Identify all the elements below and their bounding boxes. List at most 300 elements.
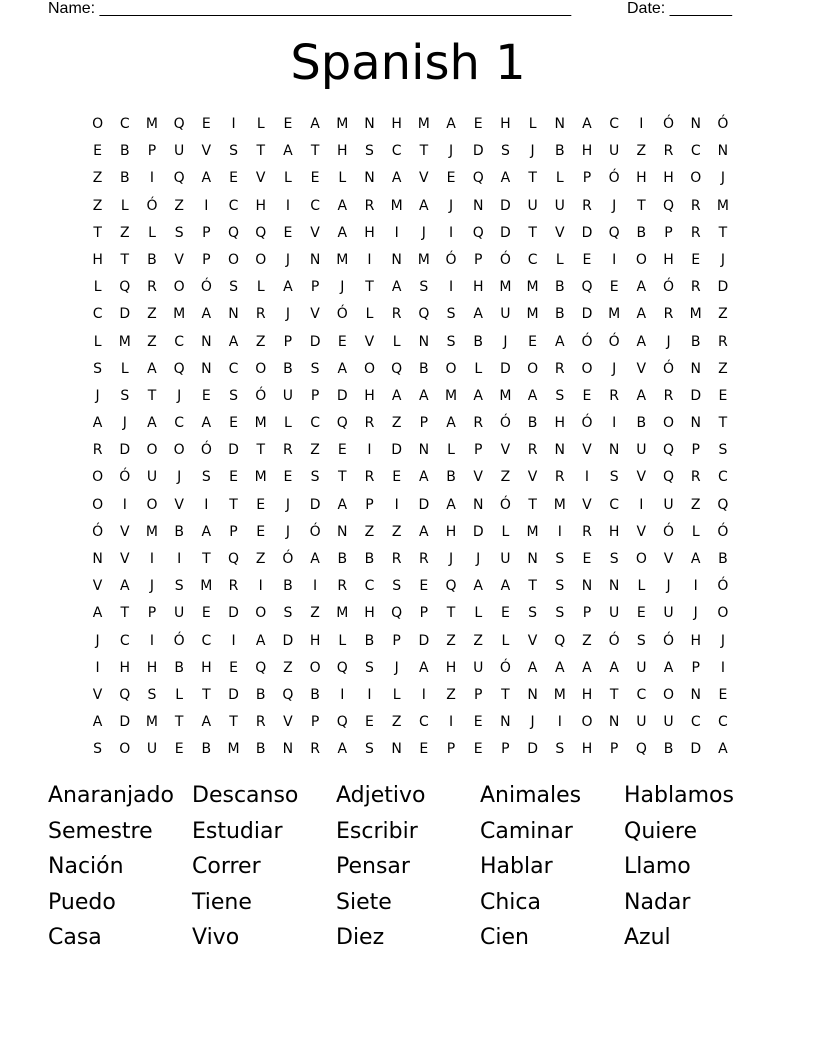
grid-letter[interactable]: L: [392, 333, 401, 350]
grid-letter[interactable]: N: [228, 306, 239, 323]
grid-letter[interactable]: T: [528, 578, 537, 595]
grid-letter[interactable]: B: [690, 333, 701, 350]
grid-letter[interactable]: S: [147, 686, 157, 703]
grid-letter[interactable]: B: [364, 632, 375, 649]
grid-letter[interactable]: T: [174, 714, 184, 731]
grid-letter[interactable]: M: [254, 469, 267, 486]
grid-letter[interactable]: T: [202, 686, 211, 703]
grid-letter[interactable]: Q: [663, 442, 675, 459]
grid-letter[interactable]: H: [364, 387, 375, 404]
grid-letter[interactable]: Z: [119, 224, 130, 241]
grid-letter[interactable]: V: [419, 170, 429, 187]
grid-letter[interactable]: A: [201, 306, 212, 323]
grid-letter[interactable]: Ó: [255, 387, 267, 404]
grid-letter[interactable]: A: [119, 578, 130, 595]
grid-letter[interactable]: C: [174, 415, 185, 432]
grid-letter[interactable]: B: [473, 333, 484, 350]
grid-letter[interactable]: U: [636, 714, 647, 731]
grid-letter[interactable]: I: [231, 116, 236, 132]
grid-letter[interactable]: M: [145, 523, 159, 540]
grid-letter[interactable]: O: [255, 605, 267, 622]
grid-letter[interactable]: E: [718, 686, 728, 703]
grid-letter[interactable]: A: [391, 387, 402, 404]
grid-letter[interactable]: E: [201, 116, 211, 132]
grid-letter[interactable]: U: [527, 197, 538, 214]
grid-letter[interactable]: O: [146, 442, 158, 459]
grid-letter[interactable]: C: [119, 116, 130, 132]
grid-letter[interactable]: J: [530, 714, 535, 731]
grid-letter[interactable]: A: [582, 659, 592, 676]
grid-letter[interactable]: M: [173, 306, 186, 323]
grid-letter[interactable]: R: [663, 387, 674, 404]
grid-letter[interactable]: P: [473, 251, 483, 268]
grid-letter[interactable]: E: [201, 605, 211, 622]
grid-letter[interactable]: C: [690, 143, 701, 160]
grid-letter[interactable]: R: [554, 360, 565, 377]
grid-letter[interactable]: Q: [663, 469, 675, 486]
grid-letter[interactable]: A: [663, 659, 674, 676]
grid-letter[interactable]: V: [663, 551, 674, 567]
grid-letter[interactable]: N: [581, 578, 593, 595]
grid-letter[interactable]: J: [421, 224, 426, 241]
grid-letter[interactable]: D: [119, 306, 131, 323]
grid-letter[interactable]: S: [229, 387, 238, 404]
grid-letter[interactable]: N: [472, 197, 484, 214]
grid-letter[interactable]: D: [309, 496, 321, 513]
grid-letter[interactable]: Q: [391, 605, 403, 622]
grid-letter[interactable]: Ó: [717, 523, 729, 540]
grid-letter[interactable]: Ó: [336, 306, 348, 323]
grid-letter[interactable]: S: [609, 551, 619, 567]
grid-letter[interactable]: E: [473, 116, 483, 132]
grid-letter[interactable]: Z: [582, 632, 592, 649]
grid-letter[interactable]: A: [636, 306, 647, 323]
grid-letter[interactable]: L: [93, 333, 102, 350]
grid-letter[interactable]: B: [554, 306, 565, 323]
grid-letter[interactable]: A: [92, 605, 103, 622]
grid-letter[interactable]: V: [582, 496, 592, 513]
grid-letter[interactable]: R: [310, 741, 320, 758]
grid-letter[interactable]: A: [391, 170, 402, 187]
grid-letter[interactable]: O: [635, 551, 647, 567]
grid-letter[interactable]: L: [555, 170, 564, 187]
grid-letter[interactable]: T: [501, 686, 510, 703]
grid-letter[interactable]: T: [528, 224, 537, 241]
grid-letter[interactable]: I: [177, 551, 182, 567]
grid-letter[interactable]: T: [147, 387, 157, 404]
grid-letter[interactable]: E: [283, 469, 293, 486]
grid-letter[interactable]: R: [473, 415, 484, 432]
grid-letter[interactable]: Z: [364, 523, 375, 540]
grid-letter[interactable]: V: [473, 469, 483, 486]
grid-letter[interactable]: Z: [391, 415, 402, 432]
grid-letter[interactable]: O: [92, 116, 104, 132]
grid-letter[interactable]: B: [119, 143, 130, 160]
grid-letter[interactable]: V: [527, 632, 538, 649]
grid-letter[interactable]: T: [202, 551, 211, 567]
grid-letter[interactable]: A: [636, 333, 647, 350]
grid-letter[interactable]: L: [148, 224, 156, 241]
grid-letter[interactable]: A: [201, 714, 212, 731]
grid-letter[interactable]: Q: [635, 741, 647, 758]
grid-letter[interactable]: Ó: [499, 496, 511, 513]
grid-letter[interactable]: T: [229, 496, 238, 513]
grid-letter[interactable]: N: [554, 116, 566, 132]
grid-letter[interactable]: B: [174, 523, 184, 540]
grid-letter[interactable]: I: [313, 578, 318, 595]
grid-letter[interactable]: N: [554, 442, 566, 459]
grid-letter[interactable]: I: [95, 659, 100, 676]
grid-letter[interactable]: N: [608, 578, 620, 595]
grid-letter[interactable]: N: [418, 442, 430, 459]
grid-letter[interactable]: D: [581, 306, 593, 323]
grid-letter[interactable]: I: [149, 551, 155, 567]
grid-letter[interactable]: P: [691, 659, 700, 676]
grid-letter[interactable]: P: [501, 741, 510, 758]
grid-letter[interactable]: R: [609, 387, 620, 404]
grid-letter[interactable]: E: [283, 224, 293, 241]
grid-letter[interactable]: S: [365, 659, 374, 676]
grid-letter[interactable]: N: [418, 333, 430, 350]
grid-letter[interactable]: I: [285, 197, 290, 214]
grid-letter[interactable]: O: [717, 605, 729, 622]
grid-letter[interactable]: D: [500, 360, 511, 377]
grid-letter[interactable]: S: [283, 605, 293, 622]
grid-letter[interactable]: M: [118, 333, 131, 350]
grid-letter[interactable]: Q: [445, 578, 457, 595]
grid-letter[interactable]: H: [663, 170, 674, 187]
grid-letter[interactable]: M: [608, 306, 621, 323]
grid-letter[interactable]: T: [338, 469, 347, 486]
grid-letter[interactable]: M: [145, 116, 159, 132]
grid-letter[interactable]: S: [555, 551, 565, 567]
grid-letter[interactable]: E: [473, 741, 483, 758]
grid-letter[interactable]: E: [419, 741, 429, 758]
grid-letter[interactable]: N: [364, 116, 375, 132]
grid-letter[interactable]: A: [310, 116, 320, 132]
grid-letter[interactable]: E: [691, 251, 701, 268]
grid-letter[interactable]: Z: [147, 333, 157, 350]
grid-letter[interactable]: B: [636, 415, 647, 432]
grid-letter[interactable]: P: [473, 686, 483, 703]
grid-letter[interactable]: M: [200, 578, 213, 595]
grid-letter[interactable]: I: [204, 197, 209, 214]
grid-letter[interactable]: N: [608, 442, 620, 459]
grid-letter[interactable]: J: [503, 333, 508, 350]
grid-letter[interactable]: R: [147, 279, 157, 296]
grid-letter[interactable]: T: [229, 714, 238, 731]
grid-letter[interactable]: H: [690, 632, 701, 649]
grid-letter[interactable]: Q: [336, 415, 348, 432]
grid-letter[interactable]: T: [365, 279, 374, 296]
grid-letter[interactable]: B: [283, 578, 293, 595]
grid-letter[interactable]: M: [499, 387, 512, 404]
grid-letter[interactable]: T: [256, 143, 265, 160]
grid-letter[interactable]: N: [364, 170, 375, 187]
grid-letter[interactable]: S: [310, 469, 320, 486]
grid-letter[interactable]: L: [256, 279, 265, 296]
grid-letter[interactable]: D: [119, 442, 131, 459]
grid-letter[interactable]: J: [720, 632, 725, 649]
grid-letter[interactable]: A: [147, 360, 157, 377]
grid-letter[interactable]: N: [527, 551, 538, 567]
grid-letter[interactable]: E: [229, 469, 238, 486]
grid-letter[interactable]: Ó: [663, 279, 675, 296]
grid-letter[interactable]: Ó: [581, 415, 593, 432]
grid-letter[interactable]: L: [528, 116, 537, 132]
grid-letter[interactable]: V: [201, 143, 212, 160]
grid-letter[interactable]: U: [500, 306, 511, 323]
grid-letter[interactable]: S: [93, 741, 103, 758]
grid-letter[interactable]: J: [720, 170, 725, 187]
grid-letter[interactable]: P: [582, 605, 592, 622]
grid-letter[interactable]: Q: [608, 224, 620, 241]
grid-letter[interactable]: V: [310, 224, 320, 241]
grid-letter[interactable]: A: [690, 551, 701, 567]
grid-letter[interactable]: J: [612, 360, 617, 377]
grid-letter[interactable]: I: [612, 415, 617, 432]
grid-letter[interactable]: M: [336, 116, 349, 132]
grid-letter[interactable]: S: [555, 387, 565, 404]
grid-letter[interactable]: L: [392, 686, 401, 703]
grid-letter[interactable]: D: [336, 387, 348, 404]
grid-letter[interactable]: A: [337, 197, 348, 214]
grid-letter[interactable]: S: [174, 578, 184, 595]
grid-letter[interactable]: A: [419, 523, 429, 540]
grid-letter[interactable]: A: [147, 415, 157, 432]
grid-letter[interactable]: A: [527, 659, 538, 676]
grid-letter[interactable]: E: [718, 387, 728, 404]
grid-letter[interactable]: B: [636, 224, 647, 241]
grid-letter[interactable]: A: [473, 387, 483, 404]
grid-letter[interactable]: L: [501, 523, 510, 540]
grid-letter[interactable]: C: [228, 360, 239, 377]
grid-letter[interactable]: Ó: [119, 469, 131, 486]
grid-letter[interactable]: B: [364, 551, 375, 567]
grid-letter[interactable]: E: [256, 496, 266, 513]
grid-letter[interactable]: R: [582, 197, 592, 214]
grid-letter[interactable]: S: [174, 224, 184, 241]
grid-letter[interactable]: Q: [173, 116, 185, 132]
grid-letter[interactable]: B: [554, 279, 565, 296]
name-field[interactable]: Name: _____________________________________________________: [48, 0, 572, 17]
grid-letter[interactable]: H: [636, 170, 647, 187]
grid-letter[interactable]: I: [149, 632, 155, 649]
grid-letter[interactable]: L: [93, 279, 102, 296]
grid-letter[interactable]: Z: [310, 442, 320, 459]
grid-letter[interactable]: N: [391, 741, 402, 758]
grid-letter[interactable]: S: [446, 306, 456, 323]
grid-letter[interactable]: D: [690, 741, 702, 758]
grid-letter[interactable]: Q: [581, 279, 593, 296]
grid-letter[interactable]: A: [500, 578, 511, 595]
grid-letter[interactable]: Q: [282, 686, 294, 703]
grid-letter[interactable]: H: [337, 143, 348, 160]
grid-letter[interactable]: I: [394, 496, 399, 513]
grid-letter[interactable]: M: [417, 116, 430, 132]
grid-letter[interactable]: Ó: [608, 170, 620, 187]
grid-letter[interactable]: P: [609, 741, 619, 758]
grid-letter[interactable]: Z: [718, 306, 728, 323]
grid-letter[interactable]: R: [554, 469, 565, 486]
grid-letter[interactable]: A: [283, 143, 293, 160]
grid-letter[interactable]: L: [338, 632, 347, 649]
grid-letter[interactable]: B: [446, 469, 456, 486]
grid-letter[interactable]: A: [201, 523, 212, 540]
grid-letter[interactable]: T: [718, 415, 728, 432]
grid-letter[interactable]: O: [663, 415, 675, 432]
grid-letter[interactable]: S: [120, 387, 130, 404]
grid-letter[interactable]: J: [285, 306, 290, 323]
grid-letter[interactable]: S: [446, 333, 456, 350]
grid-letter[interactable]: A: [391, 279, 402, 296]
grid-letter[interactable]: Q: [255, 224, 267, 241]
grid-letter[interactable]: J: [122, 415, 127, 432]
grid-letter[interactable]: S: [365, 741, 374, 758]
grid-letter[interactable]: P: [310, 279, 320, 296]
grid-letter[interactable]: A: [419, 659, 429, 676]
grid-letter[interactable]: U: [663, 714, 674, 731]
grid-letter[interactable]: R: [690, 197, 701, 214]
grid-letter[interactable]: I: [448, 714, 454, 731]
grid-letter[interactable]: P: [473, 442, 483, 459]
grid-letter[interactable]: I: [367, 251, 372, 268]
grid-letter[interactable]: U: [663, 605, 674, 622]
grid-letter[interactable]: E: [201, 387, 211, 404]
grid-letter[interactable]: Ó: [663, 632, 675, 649]
grid-letter[interactable]: R: [690, 224, 701, 241]
grid-letter[interactable]: M: [390, 197, 403, 214]
grid-letter[interactable]: A: [337, 741, 348, 758]
grid-letter[interactable]: N: [690, 415, 701, 432]
grid-letter[interactable]: Q: [418, 306, 430, 323]
grid-letter[interactable]: J: [720, 251, 725, 268]
grid-letter[interactable]: J: [612, 197, 617, 214]
grid-letter[interactable]: A: [228, 333, 239, 350]
grid-letter[interactable]: E: [337, 442, 347, 459]
grid-letter[interactable]: Ó: [663, 360, 675, 377]
grid-letter[interactable]: V: [554, 224, 565, 241]
grid-letter[interactable]: C: [718, 469, 728, 486]
grid-letter[interactable]: B: [255, 686, 266, 703]
grid-letter[interactable]: Q: [554, 632, 566, 649]
grid-letter[interactable]: J: [285, 523, 290, 540]
grid-letter[interactable]: Z: [283, 659, 293, 676]
grid-letter[interactable]: E: [392, 469, 402, 486]
grid-letter[interactable]: Q: [391, 360, 403, 377]
grid-letter[interactable]: Ó: [92, 523, 104, 540]
grid-letter[interactable]: M: [499, 279, 512, 296]
grid-letter[interactable]: A: [337, 496, 348, 513]
grid-letter[interactable]: N: [690, 116, 701, 132]
grid-letter[interactable]: H: [500, 116, 511, 132]
grid-letter[interactable]: Z: [690, 496, 701, 513]
grid-letter[interactable]: A: [337, 224, 348, 241]
grid-letter[interactable]: H: [581, 686, 593, 703]
grid-letter[interactable]: E: [446, 170, 456, 187]
grid-letter[interactable]: Z: [174, 197, 184, 214]
grid-letter[interactable]: H: [663, 251, 674, 268]
grid-letter[interactable]: C: [391, 143, 402, 160]
grid-letter[interactable]: C: [609, 496, 620, 513]
grid-letter[interactable]: Z: [500, 469, 511, 486]
grid-letter[interactable]: R: [364, 197, 375, 214]
grid-letter[interactable]: I: [448, 279, 454, 296]
grid-letter[interactable]: Z: [391, 714, 402, 731]
grid-letter[interactable]: Ó: [608, 333, 620, 350]
grid-letter[interactable]: V: [310, 306, 320, 323]
grid-letter[interactable]: A: [636, 279, 647, 296]
grid-letter[interactable]: R: [418, 551, 429, 567]
grid-letter[interactable]: O: [173, 442, 185, 459]
grid-letter[interactable]: B: [174, 659, 184, 676]
grid-letter[interactable]: Z: [255, 551, 266, 567]
grid-letter[interactable]: H: [554, 415, 566, 432]
grid-letter[interactable]: E: [229, 170, 238, 187]
grid-letter[interactable]: N: [717, 143, 729, 160]
grid-letter[interactable]: J: [95, 387, 100, 404]
grid-letter[interactable]: S: [201, 469, 211, 486]
grid-letter[interactable]: H: [608, 523, 620, 540]
grid-letter[interactable]: M: [145, 714, 159, 731]
grid-letter[interactable]: N: [690, 360, 701, 377]
grid-letter[interactable]: A: [636, 387, 647, 404]
grid-letter[interactable]: U: [663, 496, 674, 513]
grid-letter[interactable]: S: [555, 741, 565, 758]
grid-letter[interactable]: L: [637, 578, 646, 595]
grid-letter[interactable]: T: [609, 686, 619, 703]
grid-letter[interactable]: J: [693, 605, 698, 622]
grid-letter[interactable]: B: [337, 551, 348, 567]
grid-letter[interactable]: J: [285, 496, 290, 513]
grid-letter[interactable]: C: [174, 333, 185, 350]
grid-letter[interactable]: J: [666, 333, 671, 350]
grid-letter[interactable]: I: [258, 578, 263, 595]
grid-letter[interactable]: J: [448, 143, 454, 160]
grid-letter[interactable]: Ó: [173, 632, 185, 649]
grid-letter[interactable]: C: [201, 632, 212, 649]
grid-letter[interactable]: O: [581, 714, 593, 731]
grid-letter[interactable]: M: [227, 741, 240, 758]
grid-letter[interactable]: Q: [228, 224, 240, 241]
grid-letter[interactable]: H: [581, 143, 593, 160]
grid-letter[interactable]: V: [92, 578, 103, 595]
grid-letter[interactable]: J: [285, 251, 290, 268]
grid-letter[interactable]: L: [256, 116, 265, 132]
grid-letter[interactable]: Ó: [717, 578, 729, 595]
grid-letter[interactable]: A: [419, 387, 429, 404]
grid-letter[interactable]: T: [528, 496, 537, 513]
grid-letter[interactable]: D: [717, 279, 729, 296]
grid-letter[interactable]: O: [255, 251, 267, 268]
grid-letter[interactable]: I: [639, 496, 644, 513]
grid-letter[interactable]: I: [557, 523, 562, 540]
grid-letter[interactable]: R: [391, 306, 402, 323]
grid-letter[interactable]: L: [555, 251, 564, 268]
grid-letter[interactable]: N: [690, 686, 701, 703]
grid-letter[interactable]: A: [582, 116, 592, 132]
grid-letter[interactable]: D: [500, 224, 511, 241]
grid-letter[interactable]: J: [448, 551, 454, 567]
grid-letter[interactable]: P: [365, 496, 374, 513]
grid-letter[interactable]: U: [174, 143, 185, 160]
grid-letter[interactable]: J: [177, 469, 182, 486]
grid-letter[interactable]: V: [636, 523, 647, 540]
grid-letter[interactable]: Ó: [200, 279, 212, 296]
grid-letter[interactable]: V: [582, 442, 592, 459]
grid-letter[interactable]: P: [664, 224, 673, 241]
grid-letter[interactable]: I: [231, 632, 236, 649]
